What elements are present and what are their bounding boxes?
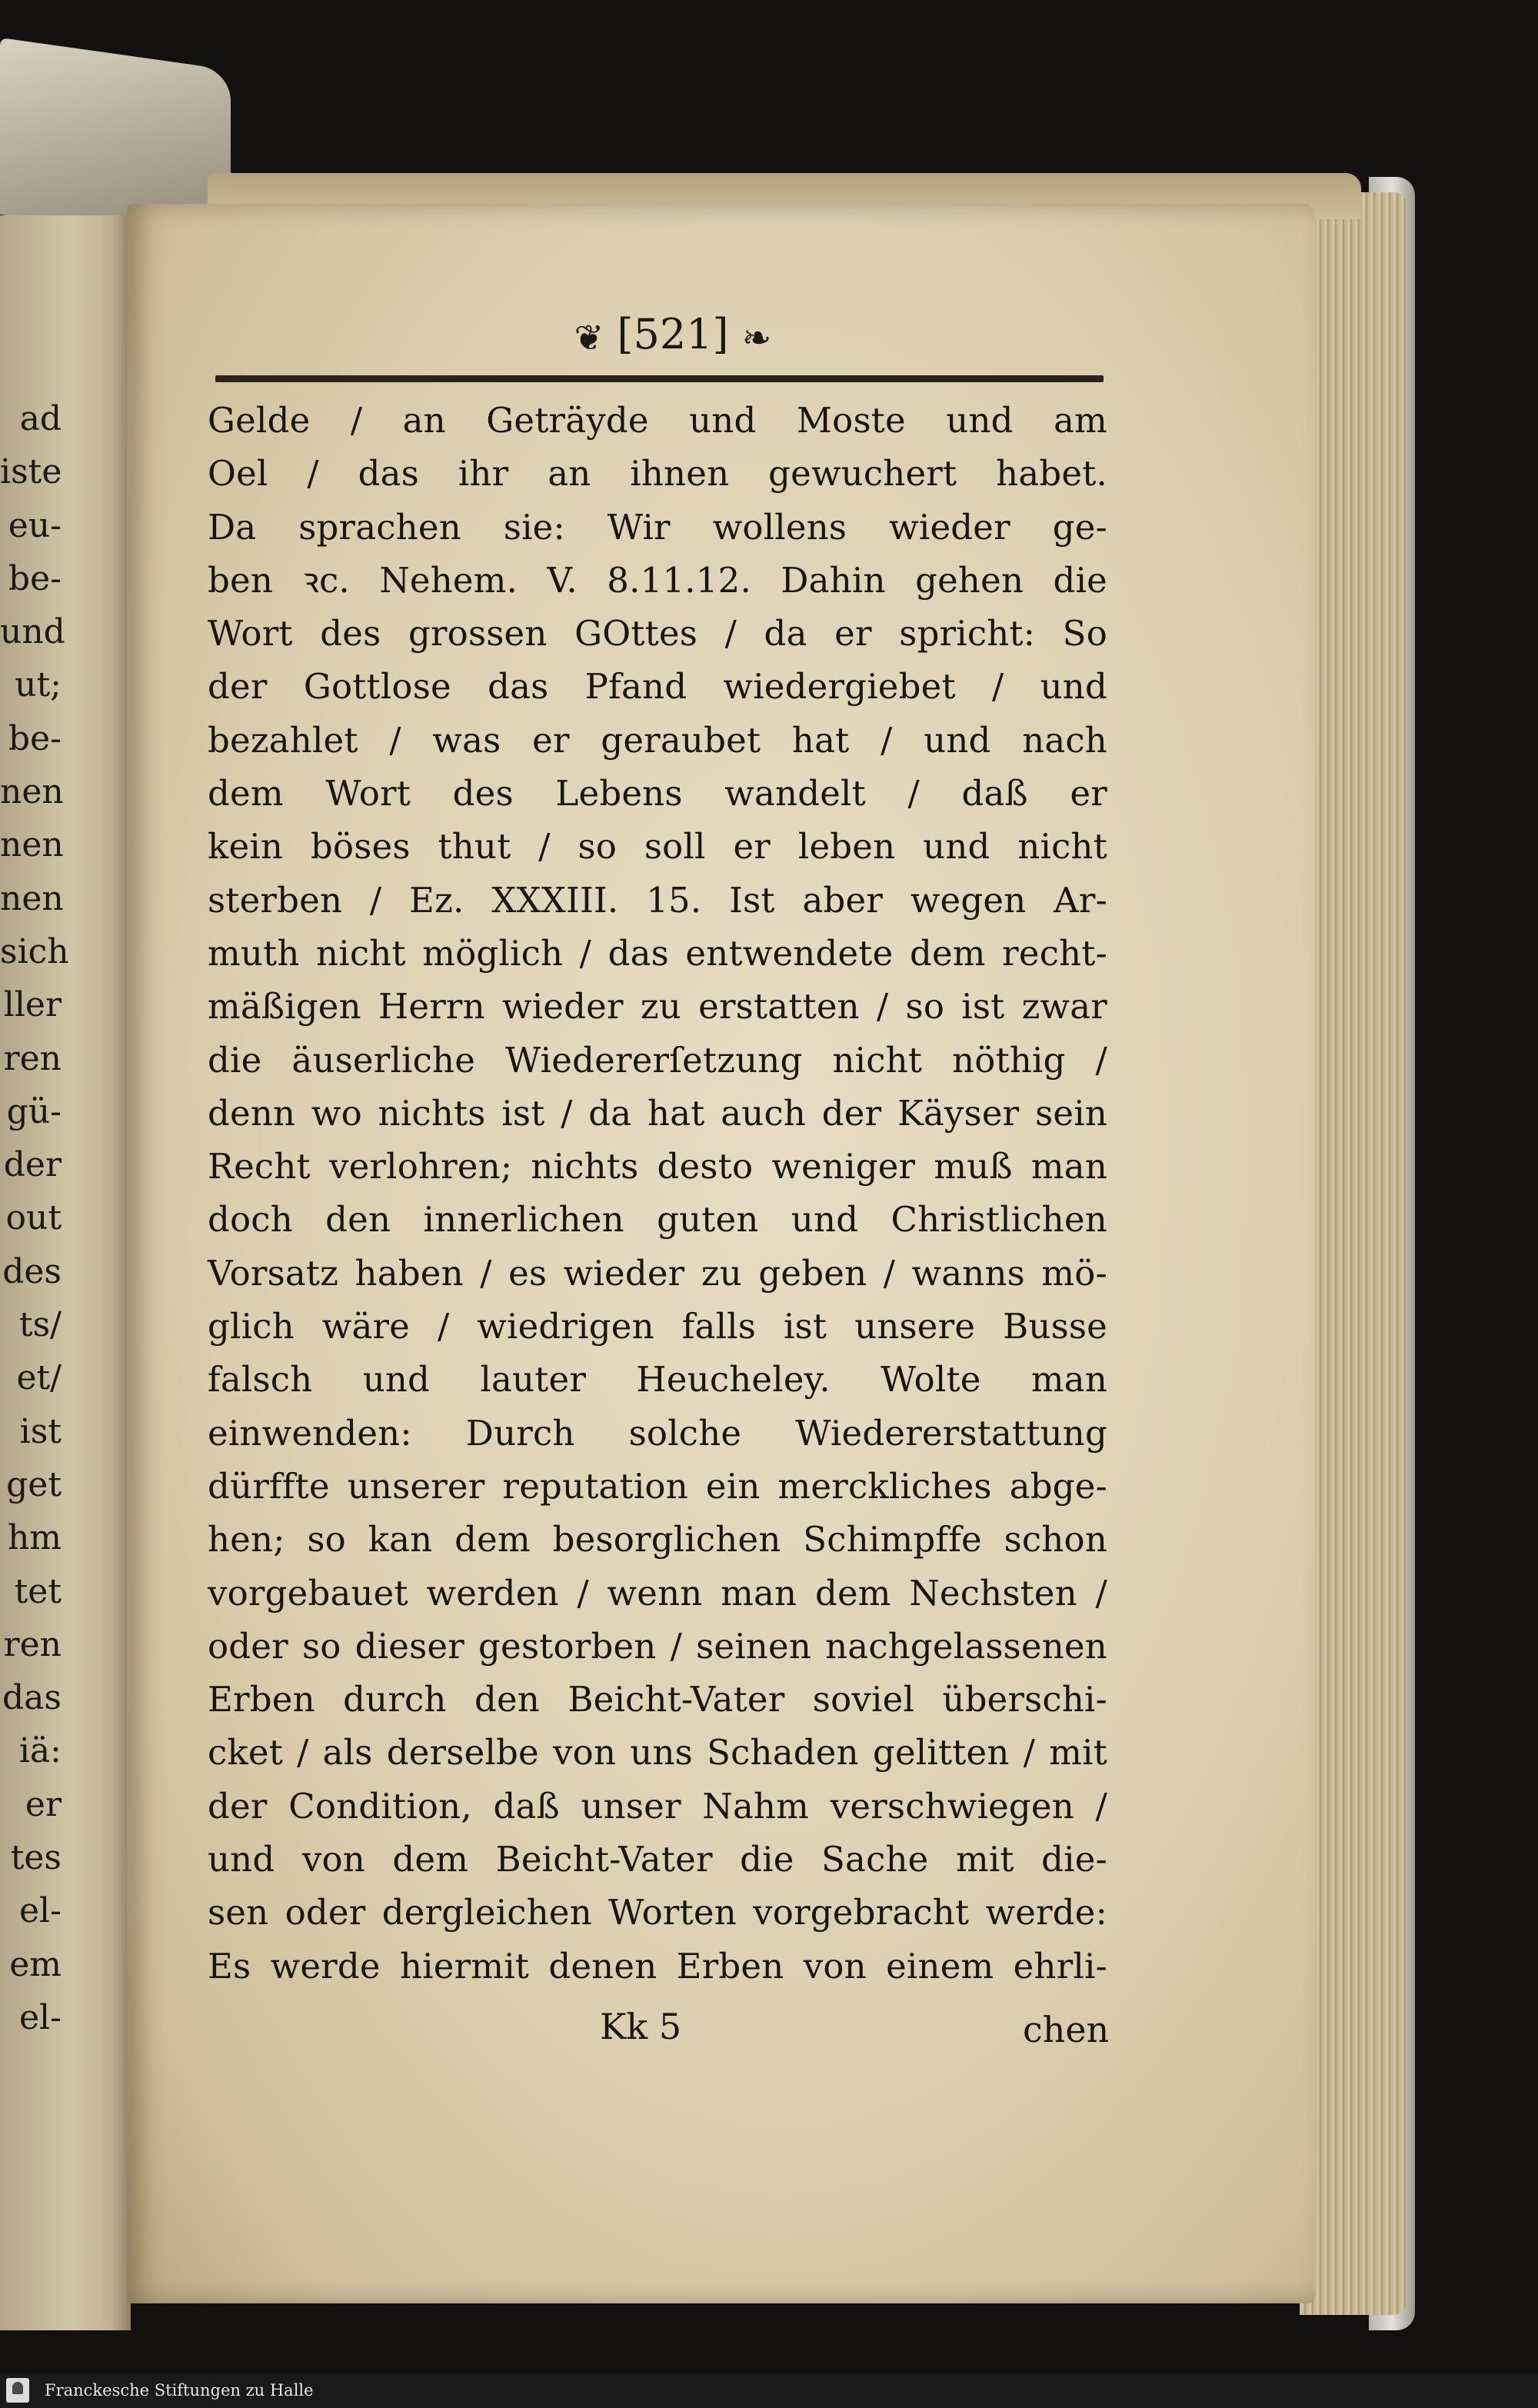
text-line: Gelde / an Geträyde und Moste und am: [208, 400, 1107, 441]
left-page-line-ends: [0, 392, 69, 2044]
left-line-end: get: [6, 1464, 62, 1504]
page-number: [521]: [617, 310, 729, 358]
text-line: sterben / Ez. XXXIII. 15. Ist aber wegen Ar-: [208, 879, 1107, 921]
text-line: oder so dieser gestorben / seinen nachgelassenen: [208, 1625, 1107, 1667]
left-line-end: be-: [8, 558, 62, 598]
left-line-end: nen: [0, 825, 64, 865]
text-line: die äuserliche Wiedererſetzung nicht nöthig /: [208, 1039, 1107, 1081]
left-line-end: er: [25, 1784, 62, 1824]
left-line-end: out: [5, 1198, 62, 1238]
page-block-edges: [1300, 192, 1407, 2315]
text-line: und von dem Beicht-Vater die Sache mit die-: [208, 1839, 1107, 1880]
left-line-end: el-: [19, 1997, 62, 2037]
text-line: doch den innerlichen guten und Christlichen: [208, 1199, 1107, 1241]
text-line: kein böses thut / so soll er leben und nicht: [208, 826, 1107, 868]
text-line: hen; so kan dem besorglichen Schimpffe schon: [208, 1519, 1107, 1560]
left-line-end: das: [2, 1678, 62, 1718]
left-line-end: iä:: [18, 1731, 62, 1771]
left-line-end: el-: [19, 1891, 62, 1931]
text-line: vorgebauet werden / wenn man dem Nechsten /: [208, 1572, 1107, 1614]
institution-logo-icon: [6, 2378, 29, 2403]
text-line: bezahlet / was er geraubet hat / und nach: [208, 719, 1107, 761]
left-line-end: ren: [3, 1038, 62, 1078]
text-line: cket / als derselbe von uns Schaden gelitten / mit: [208, 1732, 1107, 1774]
left-line-end: ller: [3, 985, 62, 1025]
text-line: Es werde hiermit denen Erben von einem ehrli-: [208, 1945, 1107, 1987]
catchword: chen: [1023, 2009, 1110, 2050]
left-line-end: em: [9, 1944, 62, 1984]
left-line-end: nen: [0, 772, 64, 812]
left-line-end: ist: [19, 1411, 62, 1451]
left-line-end: ren: [3, 1624, 62, 1664]
left-line-end: sich: [0, 931, 69, 971]
text-line: Erben durch den Beicht-Vater soviel überschi-: [208, 1679, 1107, 1720]
text-line: Wort des grossen GOttes / da er spricht: So: [208, 613, 1107, 654]
left-line-end: be-: [8, 718, 62, 758]
fleuron-right-icon: ❧: [741, 317, 772, 358]
text-line: ben ꝛc. Nehem. V. 8.11.12. Dahin gehen die: [208, 559, 1107, 601]
text-line: dürffte unserer reputation ein merckliches abge-: [208, 1465, 1107, 1507]
text-line: denn wo nichts ist / da hat auch der Käyser sein: [208, 1092, 1107, 1134]
text-line: falsch und lauter Heucheley. Wolte man: [208, 1359, 1107, 1401]
text-line: Oel / das ihr an ihnen gewuchert habet.: [208, 453, 1107, 495]
page-number-header: [531, 308, 815, 361]
footer-credit: Franckesche Stiftungen zu Halle: [45, 2381, 314, 2400]
left-line-end: ut;: [15, 665, 62, 705]
text-line: der Condition, daß unser Nahm verschwiegen /: [208, 1785, 1107, 1827]
left-line-end: ts/: [18, 1305, 62, 1345]
body-text: [208, 394, 1107, 1993]
text-line: Vorsatz haben / es wieder zu geben / wanns mö-: [208, 1252, 1107, 1294]
text-line: glich wäre / wiedrigen falls ist unsere Busse: [208, 1306, 1107, 1347]
header-rule: [215, 375, 1104, 382]
left-line-end: der: [3, 1145, 62, 1185]
text-line: Da sprachen sie: Wir wollens wieder ge-: [208, 506, 1107, 548]
left-line-end: et/: [16, 1358, 62, 1398]
text-line: einwenden: Durch solche Wiedererstattung: [208, 1412, 1107, 1454]
footer-bar: [0, 2373, 1538, 2408]
left-line-end: tes: [10, 1838, 62, 1878]
left-line-end: des: [2, 1251, 62, 1291]
left-line-end: iste: [0, 452, 62, 492]
text-line: mäßigen Herrn wieder zu erstatten / so ist zwar: [208, 986, 1107, 1027]
signature-mark: Kk 5: [600, 2006, 682, 2047]
text-line: muth nicht möglich / das entwendete dem recht-: [208, 932, 1107, 974]
text-line: dem Wort des Lebens wandelt / daß er: [208, 773, 1107, 814]
text-line: Recht verlohren; nichts desto weniger muß man: [208, 1146, 1107, 1187]
left-line-end: ad: [19, 399, 62, 438]
left-line-end: tet: [14, 1571, 62, 1611]
left-line-end: gü-: [6, 1091, 62, 1131]
left-line-end: hm: [7, 1518, 62, 1558]
fleuron-left-icon: ❦: [574, 317, 604, 358]
left-line-end: und: [0, 612, 65, 652]
text-line: sen oder dergleichen Worten vorgebracht werde:: [208, 1892, 1107, 1933]
left-line-end: eu-: [8, 505, 62, 545]
text-line: der Gottlose das Pfand wiedergiebet / und: [208, 666, 1107, 708]
left-line-end: nen: [0, 878, 64, 918]
